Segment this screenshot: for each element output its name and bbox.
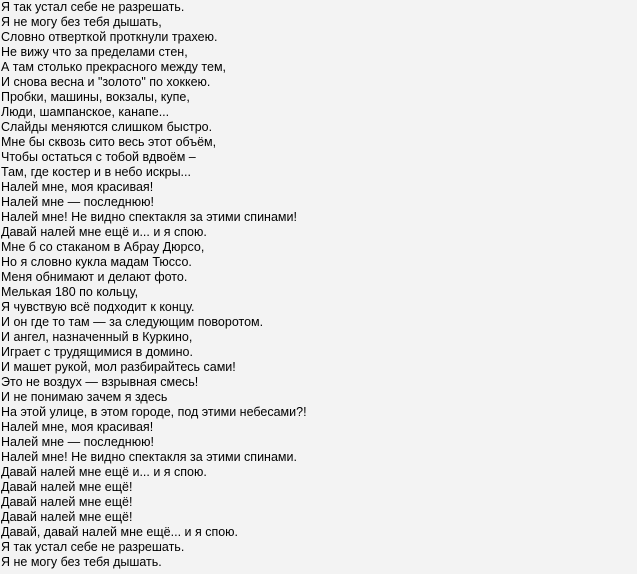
lyric-line: Давай налей мне ещё! [1, 480, 133, 494]
lyric-line: Налей мне, моя красивая! [1, 420, 154, 434]
lyric-line: Меня обнимают и делают фото. [1, 270, 188, 284]
lyric-line: Играет с трудящимися в домино. [1, 345, 193, 359]
lyric-line: Мне бы сквозь сито весь этот объём, [1, 135, 217, 149]
lyric-line: Давай налей мне ещё и... и я спою. [1, 465, 207, 479]
lyric-line: А там столько прекрасного между тем, [1, 60, 227, 74]
lyric-line: Давай, давай налей мне ещё... и я спою. [1, 525, 239, 539]
lyric-line: Мелькая 180 по кольцу, [1, 285, 139, 299]
lyric-line: И не понимаю зачем я здесь [1, 390, 168, 404]
lyric-line: Пробки, машины, вокзалы, купе, [1, 90, 190, 104]
lyric-line: Давай налей мне ещё! [1, 510, 133, 524]
lyric-line: Словно отверткой проткнули трахею. [1, 30, 218, 44]
lyric-line: Я не могу без тебя дышать, [1, 15, 162, 29]
lyric-line: На этой улице, в этом городе, под этими небесами?! [1, 405, 307, 419]
lyric-line: Слайды меняются слишком быстро. [1, 120, 213, 134]
lyric-line: Я чувствую всё подходит к концу. [1, 300, 195, 314]
lyric-line: Давай налей мне ещё! [1, 495, 133, 509]
lyric-line: Но я словно кукла мадам Тюссо. [1, 255, 192, 269]
lyric-line: Налей мне, моя красивая! [1, 180, 154, 194]
lyric-line: Люди, шампанское, канапе... [1, 105, 170, 119]
lyric-line: И он где то там — за следующим поворотом. [1, 315, 264, 329]
lyric-line: И снова весна и "золото" по хоккею. [1, 75, 211, 89]
lyric-line: Я так устал себе не разрешать. [1, 540, 185, 554]
lyric-line: Не вижу что за пределами стен, [1, 45, 188, 59]
lyric-line: Мне б со стаканом в Абрау Дюрсо, [1, 240, 205, 254]
lyric-line: Налей мне! Не видно спектакля за этими спинами! [1, 210, 297, 224]
lyric-line: Налей мне! Не видно спектакля за этими спинами. [1, 450, 297, 464]
lyric-line: Это не воздух — взрывная смесь! [1, 375, 199, 389]
lyric-line: И машет рукой, мол разбирайтесь сами! [1, 360, 236, 374]
lyric-line: Налей мне — последнюю! [1, 435, 154, 449]
lyric-line: Я не могу без тебя дышать. [1, 555, 162, 569]
lyric-line: Я так устал себе не разрешать. [1, 0, 185, 14]
lyric-line: Чтобы остаться с тобой вдвоём – [1, 150, 196, 164]
lyric-line: Там, где костер и в небо искры... [1, 165, 191, 179]
lyric-line: И ангел, назначенный в Куркино, [1, 330, 193, 344]
lyric-line: Давай налей мне ещё и... и я спою. [1, 225, 207, 239]
lyric-line: Налей мне — последнюю! [1, 195, 154, 209]
